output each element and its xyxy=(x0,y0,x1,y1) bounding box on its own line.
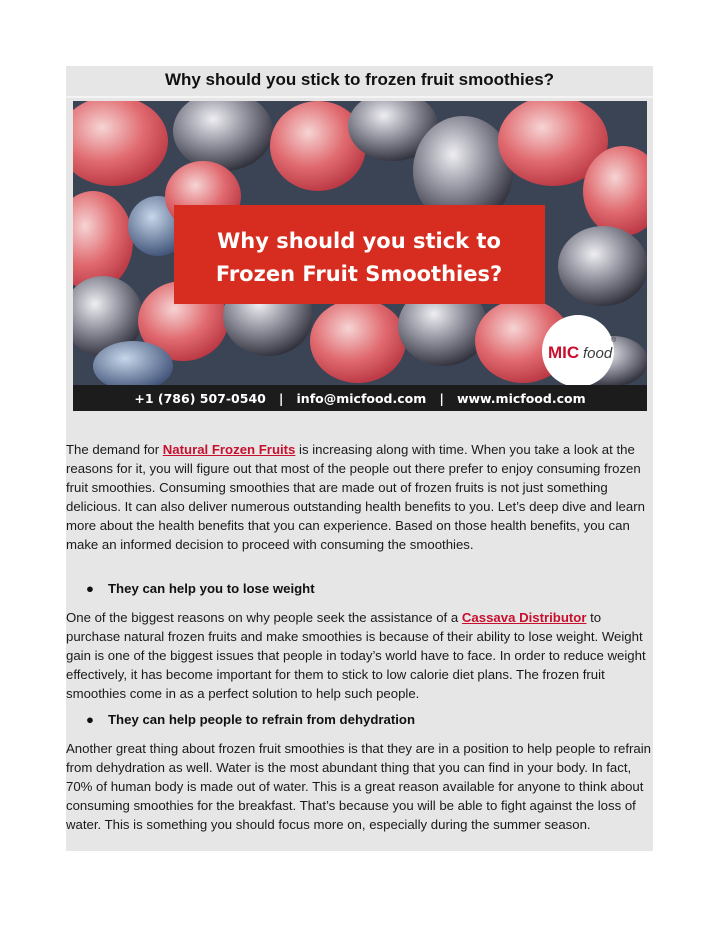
para1-before: The demand for xyxy=(66,442,163,457)
para2-after: to purchase natural frozen fruits and make smoothies is because of their ability to lose weight. Weight gain is one of the biggest issues that people in today’s world have to face. In order to reduce weight effectively, it has become important for them to stick to low calorie diet plans. The frozen fruit smoothies come in as a perfect solution to help such people. xyxy=(66,610,646,701)
title-bar xyxy=(66,66,653,98)
cassava-distributor-link[interactable]: Cassava Distributor xyxy=(461,610,587,625)
bullet-dot: ● xyxy=(86,712,94,727)
logo-reg: ® xyxy=(611,337,617,344)
paragraph-intro xyxy=(66,440,653,554)
logo-food: food xyxy=(583,345,613,362)
bullet-dehydration xyxy=(86,712,415,727)
hero-illustration xyxy=(73,101,647,411)
hero-banner xyxy=(174,205,545,304)
logo-mic: MIC xyxy=(548,343,580,362)
para2-before: One of the biggest reasons on why people seek the assistance of a xyxy=(66,610,462,625)
para1-after: is increasing along with time. When you take a look at the reasons for it, you will figure out that most of the people out there prefer to enjoy consuming frozen fruit smoothies. Consuming smoothies that are made out of frozen fruits is not just something delicious. It can also deliver numerous outstanding health benefits to you. Let’s deep dive and learn more about the health benefits that you can experience. Based on those health benefits, you can make an informed decision to proceed with consuming the smoothies. xyxy=(66,442,645,552)
banner-line2: Frozen Fruit Smoothies? xyxy=(215,262,503,286)
page-title: Why should you stick to frozen fruit smoothies? xyxy=(164,70,555,89)
paragraph-dehydration: Another great thing about frozen fruit smoothies is that they are in a position to help people to refrain from dehydration as well. Water is the most abundant thing that you can find in your body. In fact, 70% of human body is made out of water. This is a great reason available for anyone to think about consuming smoothies for the breakfast. That’s because you will be able to fight against the loss of water. This is something you should focus more on, especially during the summer season. xyxy=(66,741,652,832)
bullet-lose-weight-text: They can help you to lose weight xyxy=(108,581,315,596)
bullet-dehydration-text: They can help people to refrain from dehydration xyxy=(108,712,416,727)
natural-frozen-fruits-link[interactable]: Natural Frozen Fruits xyxy=(162,442,296,457)
bullet-lose-weight xyxy=(86,581,315,596)
contact-info: +1 (786) 507-0540 | info@micfood.com | www.micfood.com xyxy=(134,391,586,406)
banner-line1: Why should you stick to xyxy=(217,229,501,253)
hero-image xyxy=(73,101,647,411)
document-page xyxy=(66,66,653,851)
bullet-dot: ● xyxy=(86,581,94,596)
paragraph-weight xyxy=(66,608,653,703)
